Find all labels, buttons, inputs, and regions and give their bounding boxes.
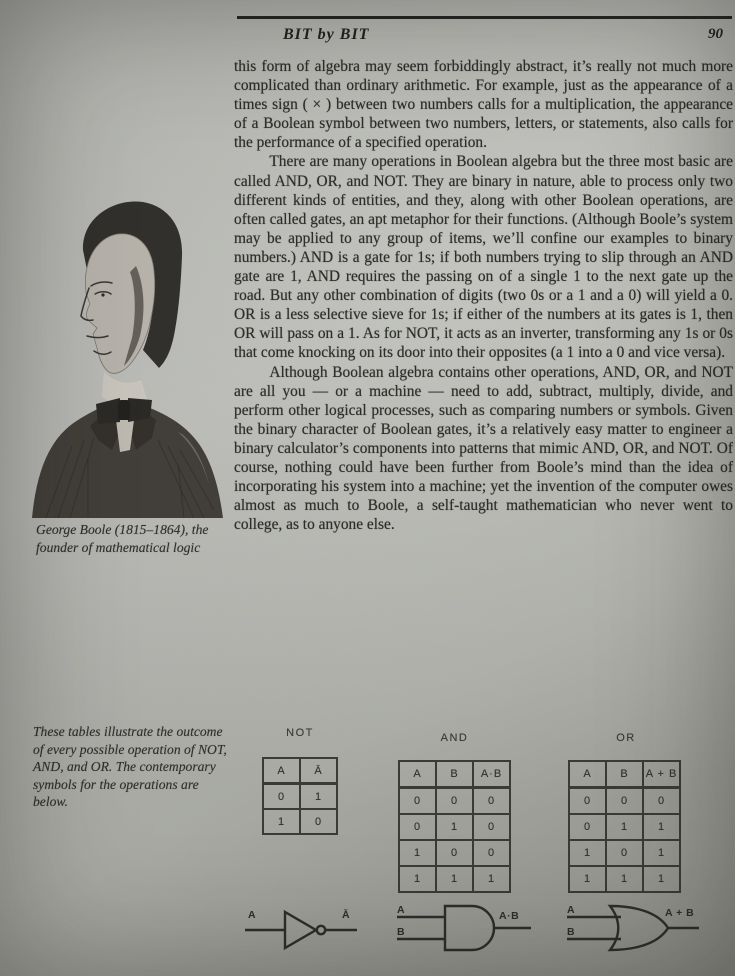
and-table-title: AND — [440, 732, 469, 744]
body-text-column — [234, 57, 733, 534]
truth-table-cell: 1 — [263, 809, 300, 834]
truth-table-cell: 1 — [300, 784, 337, 810]
truth-table-cell: 0 — [473, 840, 510, 866]
truth-table-cell: 0 — [569, 814, 606, 840]
truth-table-cell: 1 — [643, 814, 680, 840]
truth-table-header-cell: B — [606, 761, 643, 788]
and-gate-input-b-label: B — [397, 926, 406, 938]
running-title: BIT by BIT — [283, 26, 370, 43]
truth-table-cell: 0 — [606, 788, 643, 815]
truth-table-cell: 0 — [436, 788, 473, 815]
truth-table-header-cell: A — [263, 758, 300, 784]
truth-table-cell: 1 — [399, 866, 436, 892]
truth-table-cell: 0 — [399, 788, 436, 815]
truth-table-cell: 0 — [643, 788, 680, 815]
truth-table-header-cell: A — [569, 761, 606, 788]
or-gate-input-a-label: A — [567, 904, 576, 916]
or-gate-input-b-label: B — [567, 926, 576, 938]
truth-table-cell: 1 — [606, 866, 643, 892]
truth-table-cell: 1 — [436, 814, 473, 840]
and-gate-symbol — [395, 898, 537, 956]
not-table-title: NOT — [286, 727, 314, 739]
not-gate-input-label: A — [248, 909, 257, 921]
truth-table-header-cell: Ā — [300, 758, 337, 784]
truth-table-header-cell: B — [436, 761, 473, 788]
truth-table-cell: 1 — [399, 840, 436, 866]
and-gate-input-a-label: A — [397, 904, 406, 916]
not-gate-output-label: Ā — [342, 909, 351, 921]
and-gate-output-label: A·B — [499, 910, 520, 922]
and-truth-table — [398, 760, 511, 893]
truth-table-cell: 1 — [643, 840, 680, 866]
truth-table-cell: 0 — [473, 788, 510, 815]
or-gate-output-label: A + B — [665, 907, 695, 919]
truth-table-cell: 1 — [436, 866, 473, 892]
truth-table-cell: 0 — [473, 814, 510, 840]
truth-table-cell: 0 — [399, 814, 436, 840]
truth-table-cell: 1 — [473, 866, 510, 892]
truth-table-cell: 1 — [643, 866, 680, 892]
or-gate-symbol — [565, 898, 703, 956]
body-paragraph: Although Boolean algebra contains other operations, AND, OR, and NOT are all you — or a machine — need to add, subtract, multiply, divide, and perform other logical processes, such as comparing numbers or symbols. Given the binary character of Boolean gates, it’s a relatively easy matter to engineer a binary calculator’s components into patterns that mimic AND, OR, and NOT. Of course, nothing could have been further from Boole’s mind than the idea of incorporating his system into a machine; yet the invention of the computer owes almost as much to Boole, a self-taught mathematician who never went to college, as to anyone else. — [234, 363, 733, 534]
truth-table-header-cell: A + B — [643, 761, 680, 788]
george-boole-portrait — [28, 188, 226, 518]
truth-table-cell: 1 — [569, 866, 606, 892]
truth-table-header-cell: A·B — [473, 761, 510, 788]
or-table-title: OR — [616, 732, 636, 744]
page-number: 90 — [708, 26, 723, 42]
truth-table-cell: 1 — [569, 840, 606, 866]
not-truth-table — [262, 757, 338, 835]
truth-table-cell: 1 — [606, 814, 643, 840]
truth-table-cell: 0 — [606, 840, 643, 866]
truth-table-cell: 0 — [436, 840, 473, 866]
not-gate-symbol — [243, 900, 361, 952]
portrait-caption: George Boole (1815–1864), the founder of mathematical logic — [36, 522, 209, 555]
body-paragraph: There are many operations in Boolean algebra but the three most basic are called AND, OR, and NOT. They are binary in nature, able to process only two different kinds of entities, and they, along with other Boolean operations, are often called gates, an apt metaphor for their functions. (Although Boole’s system may be applied to any group of items, we’ll confine our examples to binary numbers.) AND is a gate for 1s; if both numbers trying to slip through an AND gate are 1, AND requires the passing on of a single 1 to the next gate up the road. But any other combination of digits (two 0s or a 1 and a 0) will yield a 0. OR is a less selective sieve for 1s; if either of the numbers at its gates is 1, then OR will pass on a 1. As for NOT, it acts as an inverter, transforming any 1s or 0s that come knocking on its door into their opposites (a 1 into a 0 and vice versa). — [234, 153, 733, 362]
body-paragraph: this form of algebra may seem forbiddingly abstract, it’s really not much more complicated than ordinary arithmetic. For example, just as the appearance of a times sign ( × ) between two numbers calls for a multiplication, the appearance of a Boolean symbol between two numbers, letters, or statements, also calls for the performance of a specified operation. — [234, 58, 733, 152]
truth-table — [262, 757, 338, 835]
header-rule — [237, 16, 732, 19]
tables-caption: These tables illustrate the outcome of every possible operation of NOT, AND, and OR. The contemporary symbols for the operations are below. — [33, 724, 227, 810]
truth-table — [568, 760, 681, 893]
truth-table-cell: 0 — [300, 809, 337, 834]
truth-table — [398, 760, 511, 893]
truth-table-cell: 0 — [263, 784, 300, 810]
truth-table-header-cell: A — [399, 761, 436, 788]
truth-table-cell: 0 — [569, 788, 606, 815]
or-truth-table — [568, 760, 681, 893]
